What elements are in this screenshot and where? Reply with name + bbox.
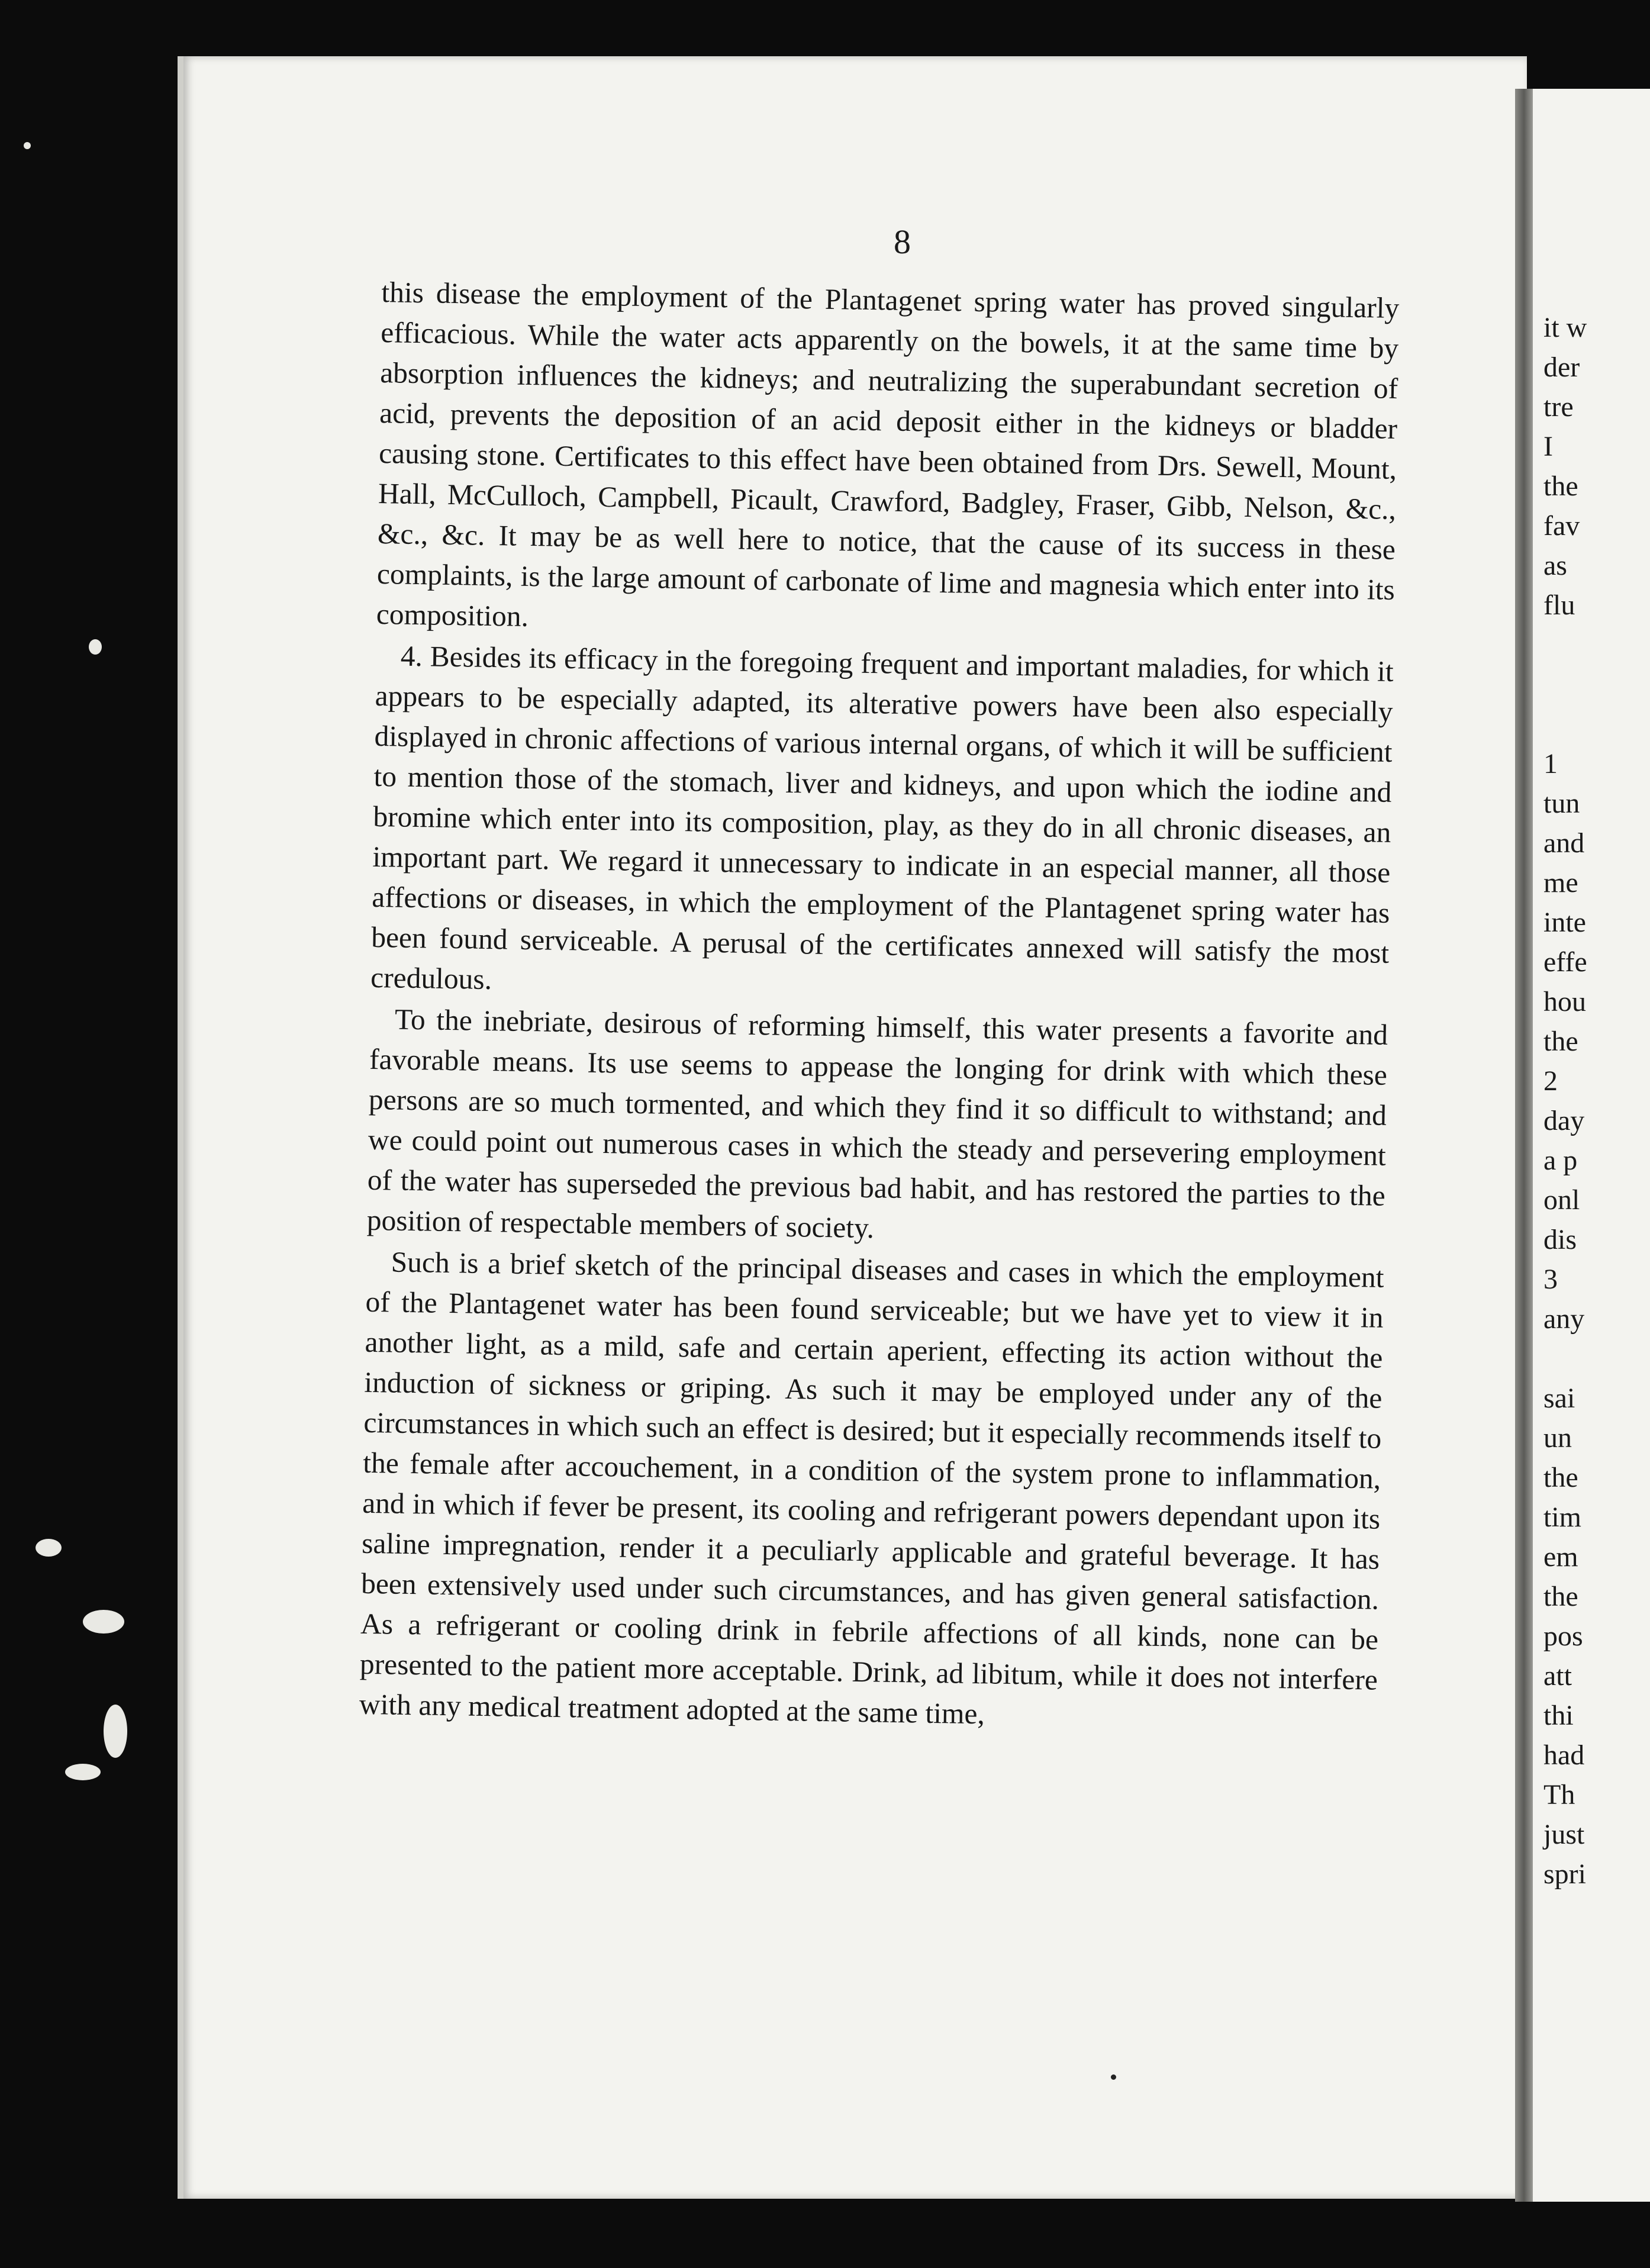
scan-noise bbox=[24, 142, 31, 149]
scan-noise bbox=[104, 1705, 127, 1758]
scan-noise bbox=[89, 639, 102, 655]
facing-page-text: it w der tre I the fav as flu 1 tun and me inte effe hou the 2 day a p onl dis 3 any sai un the tim em the pos att thi had Th just spri bbox=[1543, 312, 1587, 1890]
ink-dot bbox=[1111, 2074, 1116, 2080]
paragraph-inebriate: To the inebriate, desirous of reforming himself, this water presents a favorite and favorable means. Its use seems to appease the longing for drink with which these persons are so much tormented, and which they find it so difficult to withstand; and we could point out numerous cases in which the steady and persevering employment of the water has superseded the previous bad habit, and has restored the parties to the position of respectable members of society. bbox=[366, 1003, 1388, 1245]
scan-noise bbox=[83, 1610, 124, 1634]
paragraph-alterative-powers: 4. Besides its efficacy in the foregoing frequent and important maladies, for which it appears to be especially adapted, its alterative powers have been also especially displayed in chronic affections of various internal organs, of which it will be sufficient to mention those of the stomach, liver and kidneys, and upon which the iodine and bromine which enter into its composition, play, as they do in all chronic diseases, an important part. We regard it unnecessary to indicate in an especial manner, all those affections or diseases, in which the employment of the Plantagenet spring water has been found serviceable. A perusal of the certificates annexed will satisfy the most credulous. bbox=[370, 639, 1394, 996]
scan-noise bbox=[65, 1764, 101, 1780]
page-body bbox=[359, 272, 1399, 1742]
page-number: 8 bbox=[894, 223, 911, 261]
paragraph-disease-kidneys: this disease the employment of the Plantagenet spring water has proved singularly efficacious. While the water acts apparently on the bowels, it at the same time by absorption influences the kidneys; and neutralizing the superabundant secretion of acid, prevents the deposition of an acid deposit either in the kidneys or bladder causing stone. Certificates to this effect have been obtained from Drs. Sewell, Mount, Hall, McCulloch, Campbell, Picault, Crawford, Badgley, Fraser, Gibb, Nelson, &c., &c., &c. It may be as well here to notice, that the cause of its success in these complaints, is the large amount of carbonate of lime and magnesia which enter into its composition. bbox=[376, 275, 1400, 633]
book-gutter bbox=[1515, 89, 1533, 2202]
paragraph-aperient: Such is a brief sketch of the principal diseases and cases in which the employment of the Plantagenet water has been found serviceable; but we have yet to view it in another light, as a mild, safe and certain aperient, effecting its action without the induction of sickness or griping. As such it may be employed under any of the circumstances in which such an effect is desired; but it especially recommends itself to the female after accouchement, in a condition of the system prone to inflammation, and in which if fever be present, its cooling and refrigerant powers dependant upon its saline impregnation, render it a peculiarly applicable and grateful beverage. It has been extensively used under such circumstances, and has given general satisfaction. As a refrigerant or cooling drink in febrile affections of all kinds, none can be presented to the patient more acceptable. Drink, ad libitum, while it does not interfere with any medical treatment adopted at the same time, bbox=[359, 1245, 1384, 1731]
facing-page bbox=[1533, 89, 1650, 2202]
scan-noise bbox=[36, 1539, 62, 1557]
